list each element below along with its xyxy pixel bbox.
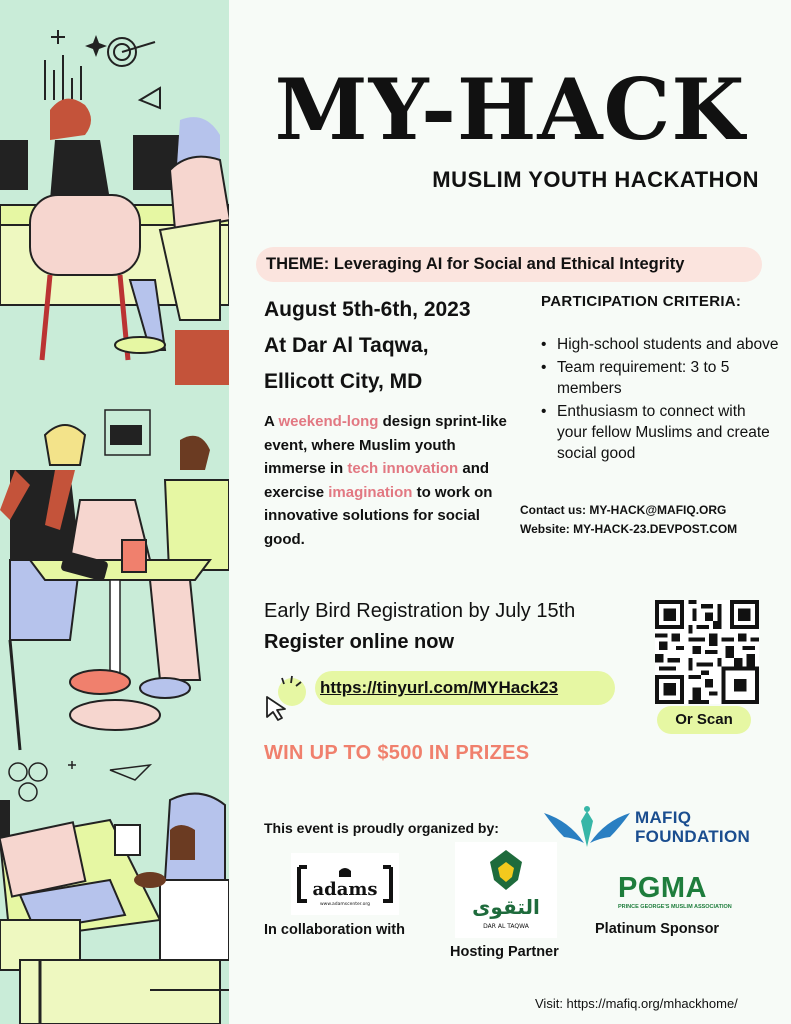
event-description <box>264 410 514 551</box>
mafiq-name <box>635 808 750 846</box>
event-city: Ellicott City, MD <box>264 370 423 393</box>
registration-link[interactable]: https://tinyurl.com/MYHack23 <box>315 671 615 705</box>
event-details <box>264 292 534 400</box>
pgma-logo: PGMA <box>618 872 707 904</box>
dar-al-taqwa-logo <box>455 842 557 938</box>
contact-website[interactable]: Website: MY-HACK-23.DEVPOST.COM <box>520 522 738 536</box>
criteria-item: • Team requirement: 3 to 5 members <box>539 357 779 399</box>
collaboration-label: In collaboration with <box>264 922 405 938</box>
footer-visit[interactable]: Visit: https://mafiq.org/mhackhome/ <box>535 996 738 1011</box>
criteria-heading: PARTICIPATION CRITERIA: <box>541 293 742 310</box>
hosting-label: Hosting Partner <box>450 944 559 960</box>
taqwa-sub: DAR AL TAQWA <box>483 923 529 930</box>
desc-highlight: weekend-long <box>278 413 379 430</box>
scan-label: Or Scan <box>657 706 751 734</box>
cursor-click-icon <box>262 672 318 722</box>
adams-url: www.adamscenter.org <box>319 902 371 907</box>
desc-highlight: imagination <box>328 483 413 501</box>
early-bird-text: Early Bird Registration by July 15th <box>264 600 576 622</box>
adams-logo-text: adams <box>312 879 378 900</box>
main-content <box>229 0 791 1024</box>
desc-highlight: tech innovation <box>347 460 459 477</box>
theme-banner: THEME: Leveraging AI for Social and Ethical Integrity <box>256 247 762 282</box>
platinum-label: Platinum Sponsor <box>595 921 720 937</box>
contact-info <box>520 501 737 539</box>
event-title: MY-HACK <box>274 60 746 159</box>
desc-text: to work on innovative solutions for social good. <box>264 483 493 548</box>
desc-text: design sprint-like event, where Muslim youth immerse in <box>264 413 507 477</box>
event-venue: At Dar Al Taqwa, <box>264 334 429 357</box>
adams-logo <box>291 853 399 915</box>
pgma-subtitle: PRINCE GEORGE'S MUSLIM ASSOCIATION <box>618 904 732 910</box>
mafiq-line: FOUNDATION <box>635 827 751 846</box>
organized-by-text: This event is proudly organized by: <box>264 820 499 836</box>
criteria-list <box>539 334 779 466</box>
taqwa-arabic: التقوى <box>472 895 540 919</box>
criteria-item: • Enthusiasm to connect with your fellow Muslims and create social good <box>539 401 779 464</box>
desc-text: A <box>264 413 279 430</box>
event-date: August 5th-6th, 2023 <box>264 298 471 321</box>
criteria-item: • High-school students and above <box>539 334 779 355</box>
event-subtitle: MUSLIM YOUTH HACKATHON <box>432 167 759 192</box>
contact-email[interactable]: Contact us: MY-HACK@MAFIQ.ORG <box>520 503 727 517</box>
prize-text: WIN UP TO $500 IN PRIZES <box>264 742 530 764</box>
mafiq-line: MAFIQ <box>635 808 692 827</box>
desc-text: and exercise <box>264 460 490 501</box>
qr-code[interactable] <box>655 600 759 704</box>
hackathon-illustration <box>0 0 229 1024</box>
illustration-panel <box>0 0 229 1024</box>
register-heading: Register online now <box>264 631 455 653</box>
